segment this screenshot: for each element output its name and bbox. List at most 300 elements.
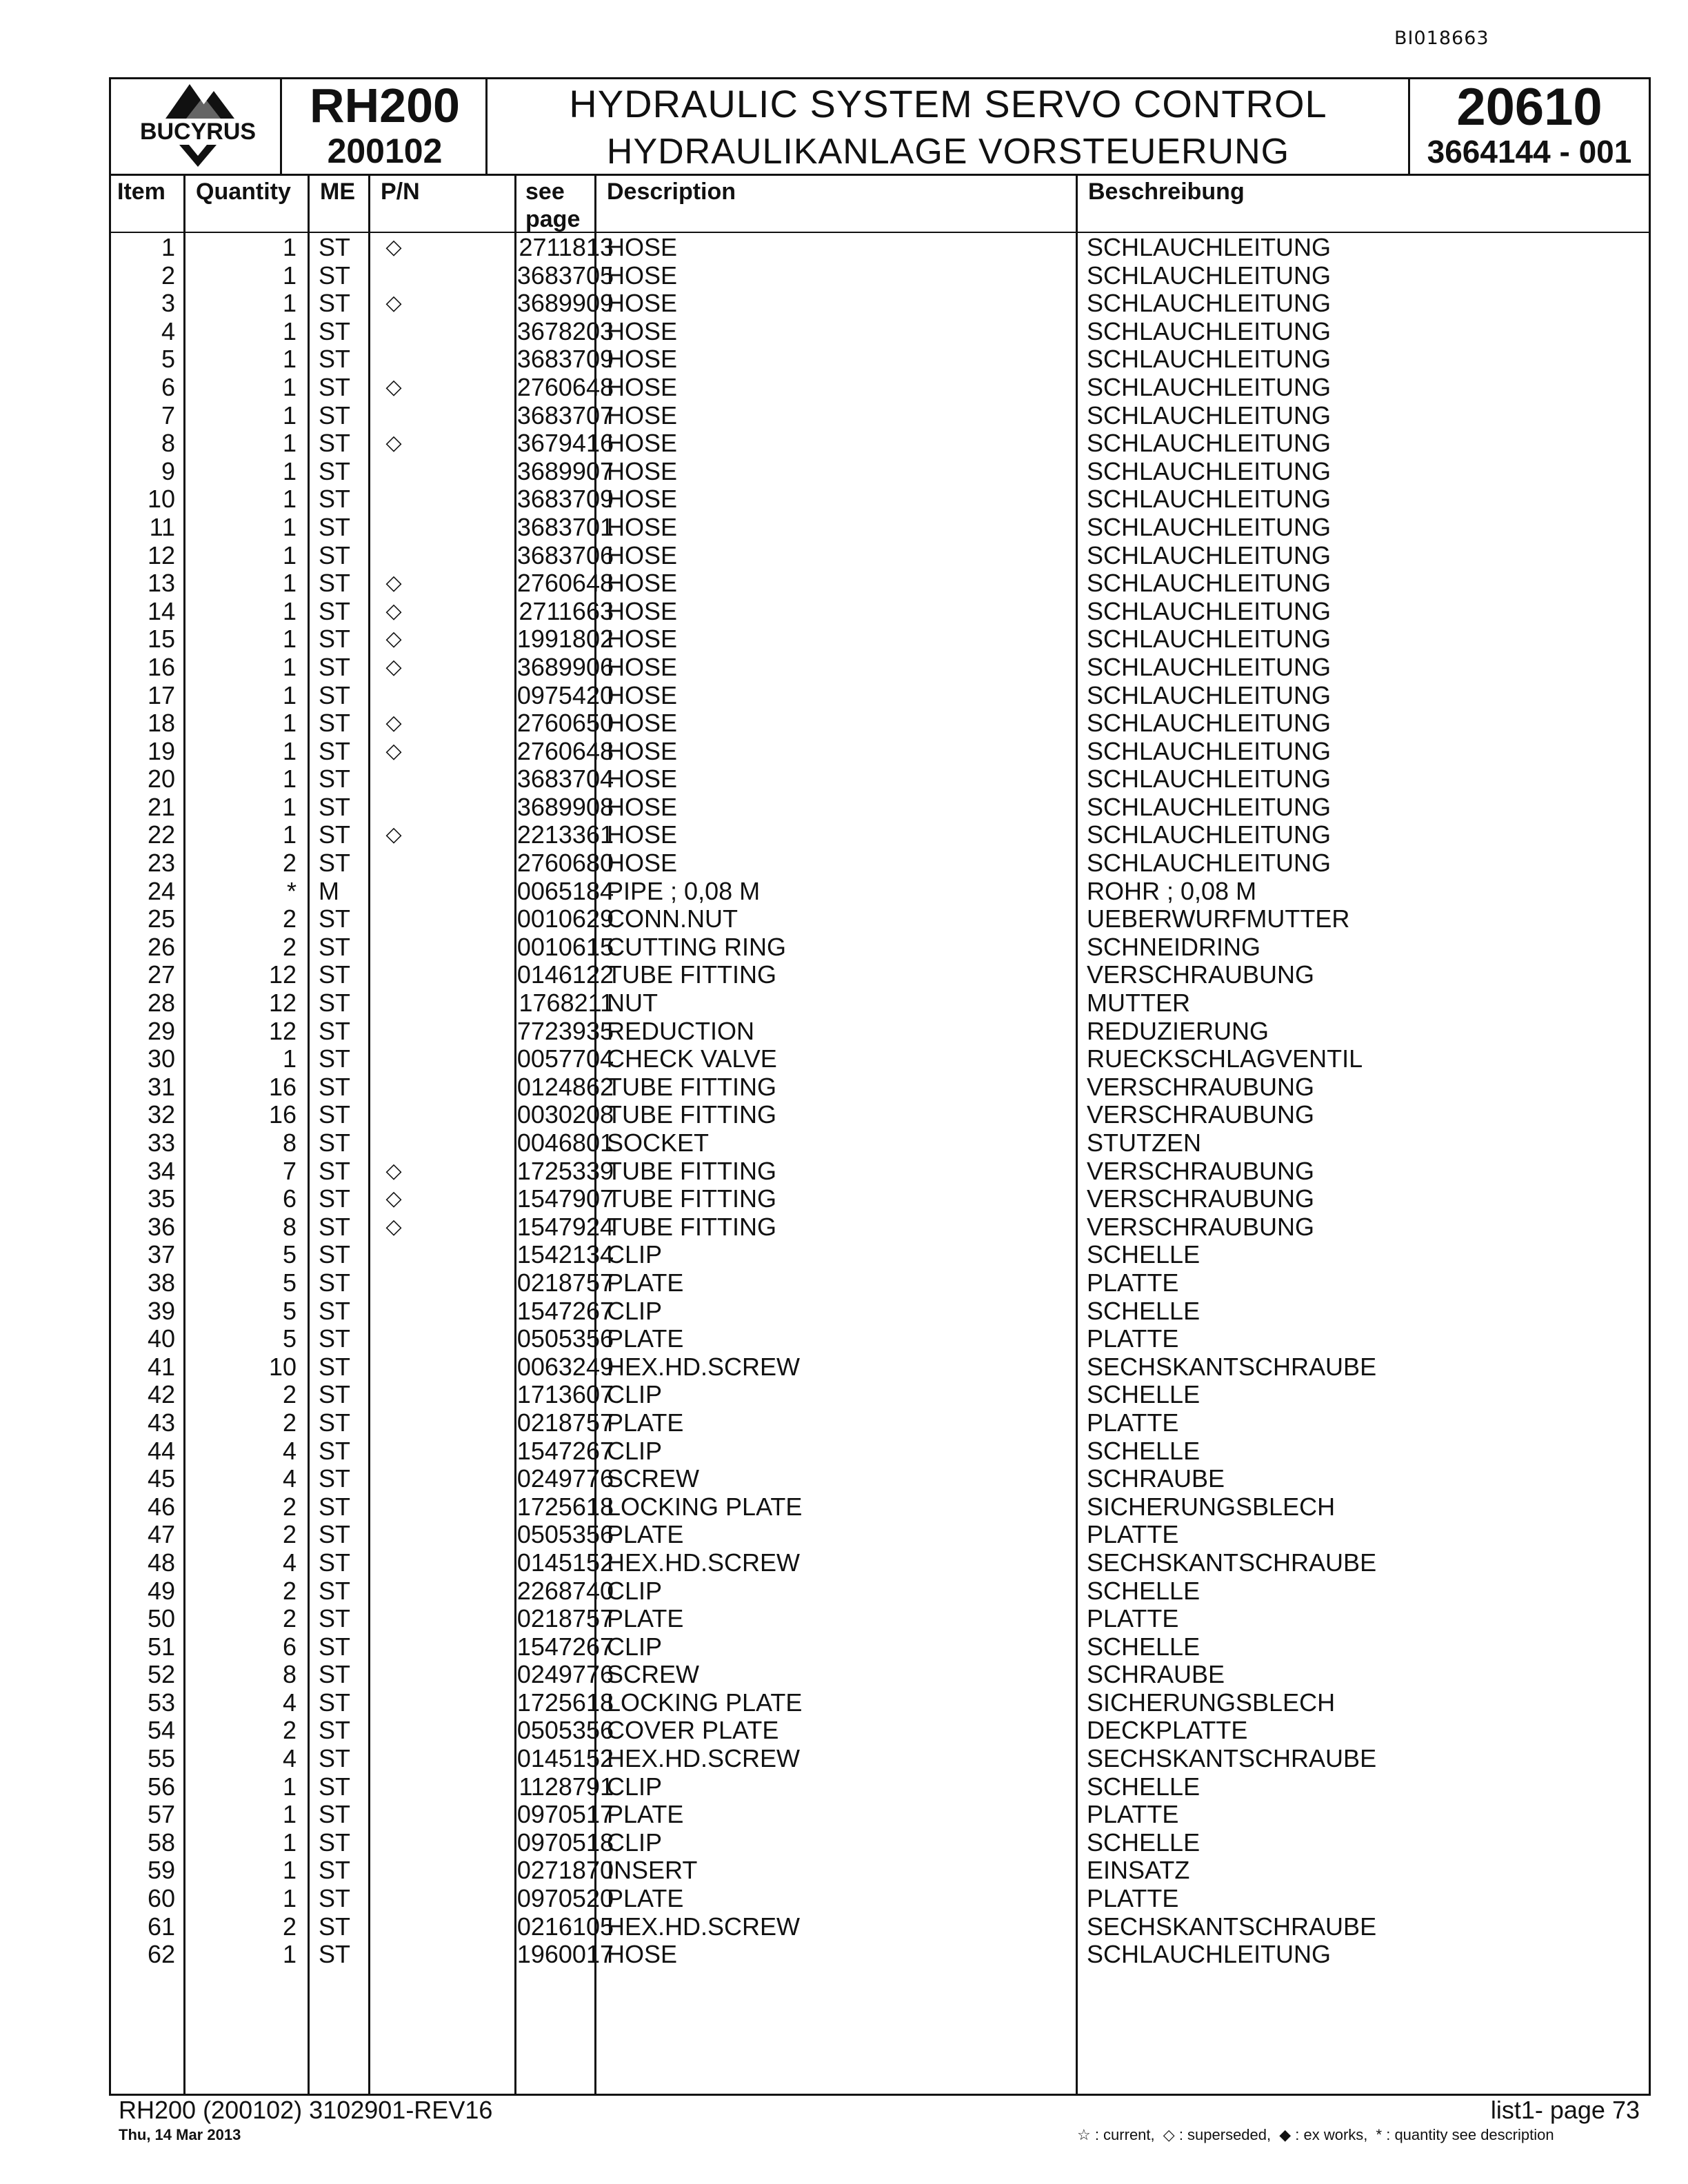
unit: ST: [319, 316, 351, 345]
table-row: [110, 1745, 1649, 1773]
description-en: HOSE: [607, 456, 678, 485]
table-row: [110, 961, 1649, 989]
part-number: 3683706: [516, 540, 614, 569]
description-en: HOSE: [607, 485, 678, 514]
unit: ST: [319, 1464, 351, 1493]
description-en: SCREW: [607, 1660, 699, 1689]
description-de: REDUZIERUNG: [1087, 1016, 1269, 1045]
table-row: [110, 1353, 1649, 1382]
part-number: 2760650: [516, 709, 614, 738]
supersede-mark: ◇: [385, 292, 402, 315]
part-number: 0063249: [516, 1352, 614, 1381]
supersede-mark: ◇: [385, 572, 402, 595]
part-number: 0505356: [516, 1520, 614, 1549]
item-number: 1: [161, 233, 175, 261]
item-number: 34: [147, 1156, 175, 1185]
description-de: SCHLAUCHLEITUNG: [1087, 261, 1332, 290]
unit: ST: [319, 1380, 351, 1409]
table-row: [110, 1829, 1649, 1857]
unit: ST: [319, 932, 351, 961]
unit: ST: [319, 1156, 351, 1185]
item-number: 6: [161, 372, 175, 401]
part-number: 0146122: [516, 960, 614, 989]
description-de: SCHLAUCHLEITUNG: [1087, 709, 1332, 738]
description-de: SCHLAUCHLEITUNG: [1087, 1940, 1332, 1969]
unit: ST: [319, 1296, 351, 1325]
part-number: 2760648: [516, 569, 614, 598]
item-number: 8: [161, 429, 175, 458]
item-number: 44: [147, 1436, 175, 1465]
part-number: 3689907: [516, 456, 614, 485]
table-row: [110, 793, 1649, 822]
table-row: [110, 1885, 1649, 1913]
quantity: 1: [282, 820, 297, 849]
quantity: 1: [282, 261, 297, 290]
item-number: 30: [147, 1044, 175, 1073]
supersede-mark: ◇: [385, 627, 402, 651]
description-en: CHECK VALVE: [607, 1044, 777, 1073]
item-number: 32: [147, 1100, 175, 1129]
description-de: SCHLAUCHLEITUNG: [1087, 345, 1332, 374]
description-de: SCHLAUCHLEITUNG: [1087, 429, 1332, 458]
description-en: CLIP: [607, 1296, 663, 1325]
quantity: 1: [282, 709, 297, 738]
description-de: SICHERUNGSBLECH: [1087, 1688, 1336, 1717]
part-number: 1768211: [519, 989, 614, 1018]
legend-ex-works: ◆ : ex works,: [1279, 2126, 1368, 2143]
table-row: [110, 262, 1649, 290]
description-de: SCHRAUBE: [1087, 1660, 1225, 1689]
quantity: 1: [282, 1800, 297, 1829]
table-row: [110, 1185, 1649, 1213]
description-en: CLIP: [607, 1632, 663, 1661]
table-row: [110, 1101, 1649, 1129]
table-row: [110, 1213, 1649, 1242]
description-en: SCREW: [607, 1464, 699, 1493]
unit: ST: [319, 960, 351, 989]
symbol-legend: [1077, 2126, 1649, 2144]
description-de: PLATTE: [1087, 1604, 1179, 1633]
quantity: 4: [282, 1464, 297, 1493]
quantity: 1: [282, 233, 297, 261]
unit: ST: [319, 1940, 351, 1969]
item-number: 33: [147, 1129, 175, 1157]
part-number: 0249776: [516, 1464, 614, 1493]
item-number: 5: [161, 345, 175, 374]
item-number: 27: [147, 960, 175, 989]
quantity: 8: [282, 1212, 297, 1241]
quantity: 1: [282, 1044, 297, 1073]
item-number: 2: [161, 261, 175, 290]
quantity: 1: [282, 401, 297, 429]
item-number: 17: [147, 680, 175, 709]
part-number: 2760648: [516, 736, 614, 765]
description-de: SCHLAUCHLEITUNG: [1087, 401, 1332, 429]
description-en: CLIP: [607, 1436, 663, 1465]
description-de: SCHELLE: [1087, 1240, 1200, 1269]
unit: ST: [319, 1520, 351, 1549]
description-en: PLATE: [607, 1324, 684, 1353]
description-de: MUTTER: [1087, 989, 1190, 1018]
quantity: 1: [282, 1884, 297, 1913]
table-row: [110, 1018, 1649, 1046]
quantity: 10: [268, 1352, 297, 1381]
unit: ST: [319, 485, 351, 514]
part-number: 1725618: [516, 1688, 614, 1717]
description-de: SCHLAUCHLEITUNG: [1087, 512, 1332, 541]
unit: ST: [319, 401, 351, 429]
item-number: 52: [147, 1660, 175, 1689]
table-row: [110, 1857, 1649, 1885]
col-header-description: Description: [607, 179, 736, 205]
part-number: 2711813: [519, 233, 614, 261]
table-row: [110, 1549, 1649, 1577]
description-de: SECHSKANTSCHRAUBE: [1087, 1352, 1377, 1381]
item-number: 11: [149, 512, 175, 541]
description-en: HOSE: [607, 652, 678, 681]
table-row: [110, 1661, 1649, 1689]
table-row: [110, 765, 1649, 793]
part-number: 1960017: [516, 1940, 614, 1969]
description-en: CLIP: [607, 1828, 663, 1857]
item-number: 3: [161, 289, 175, 318]
item-number: 15: [147, 625, 175, 654]
part-number: 0271870: [516, 1856, 614, 1885]
quantity: 1: [282, 652, 297, 681]
description-de: SCHELLE: [1087, 1436, 1200, 1465]
quantity: 1: [282, 569, 297, 598]
table-row: [110, 682, 1649, 710]
group-number: 20610: [1456, 78, 1602, 136]
quantity: 4: [282, 1744, 297, 1773]
parts-table-body: [110, 234, 1649, 1969]
item-number: 18: [147, 709, 175, 738]
description-de: VERSCHRAUBUNG: [1087, 1156, 1315, 1185]
unit: ST: [319, 765, 351, 793]
unit: ST: [319, 1212, 351, 1241]
unit: ST: [319, 1324, 351, 1353]
part-number: 3689909: [516, 289, 614, 318]
quantity: 2: [282, 1380, 297, 1409]
unit: ST: [319, 1408, 351, 1437]
table-row: [110, 1801, 1649, 1829]
item-number: 49: [147, 1576, 175, 1605]
supersede-mark: ◇: [385, 236, 402, 259]
item-number: 50: [147, 1604, 175, 1633]
part-number: 0216105: [516, 1912, 614, 1941]
description-de: SCHLAUCHLEITUNG: [1087, 316, 1332, 345]
item-number: 47: [147, 1520, 175, 1549]
table-row: [110, 1381, 1649, 1409]
quantity: 4: [282, 1548, 297, 1577]
quantity: 2: [282, 904, 297, 933]
supersede-mark: ◇: [385, 1159, 402, 1182]
part-number: 1725618: [516, 1492, 614, 1521]
unit: ST: [319, 1632, 351, 1661]
description-de: UEBERWURFMUTTER: [1087, 904, 1350, 933]
header-bottom-rule: [109, 174, 1651, 176]
description-de: SICHERUNGSBLECH: [1087, 1492, 1336, 1521]
description-de: SCHELLE: [1087, 1576, 1200, 1605]
item-number: 36: [147, 1212, 175, 1241]
quantity: *: [286, 876, 297, 905]
quantity: 12: [268, 960, 297, 989]
table-row: [110, 625, 1649, 654]
item-number: 28: [147, 989, 175, 1018]
description-de: SCHELLE: [1087, 1828, 1200, 1857]
table-row: [110, 709, 1649, 738]
item-number: 45: [147, 1464, 175, 1493]
supersede-mark: ◇: [385, 375, 402, 398]
description-en: HOSE: [607, 849, 678, 878]
item-number: 60: [147, 1884, 175, 1913]
quantity: 12: [268, 989, 297, 1018]
quantity: 2: [282, 1492, 297, 1521]
table-row: [110, 1157, 1649, 1186]
item-number: 16: [147, 652, 175, 681]
supersede-mark: ◇: [385, 823, 402, 847]
header-divider: [280, 77, 282, 175]
part-number: 0010615: [516, 932, 614, 961]
quantity: 1: [282, 456, 297, 485]
quantity: 1: [282, 792, 297, 821]
part-number: 3679416: [516, 429, 614, 458]
unit: ST: [319, 1240, 351, 1269]
table-row: [110, 738, 1649, 766]
table-row: [110, 849, 1649, 878]
part-number: 1725339: [516, 1156, 614, 1185]
description-de: SCHLAUCHLEITUNG: [1087, 792, 1332, 821]
table-row: [110, 989, 1649, 1018]
unit: ST: [319, 1716, 351, 1745]
description-en: NUT: [607, 989, 658, 1018]
description-en: TUBE FITTING: [607, 1156, 776, 1185]
part-number: 0046801: [516, 1129, 614, 1157]
col-header-quantity: Quantity: [196, 179, 291, 205]
quantity: 2: [282, 1716, 297, 1745]
description-en: HEX.HD.SCREW: [607, 1744, 801, 1773]
part-number: 0505356: [516, 1716, 614, 1745]
description-en: HOSE: [607, 820, 678, 849]
unit: ST: [319, 429, 351, 458]
table-row: [110, 821, 1649, 849]
table-row: [110, 1045, 1649, 1073]
description-en: HEX.HD.SCREW: [607, 1912, 801, 1941]
description-de: SCHLAUCHLEITUNG: [1087, 736, 1332, 765]
part-number: 3683705: [516, 261, 614, 290]
supersede-mark: ◇: [385, 432, 402, 455]
part-number: 1547907: [516, 1184, 614, 1213]
item-number: 62: [147, 1940, 175, 1969]
unit: ST: [319, 1129, 351, 1157]
item-number: 46: [147, 1492, 175, 1521]
part-number: 3683707: [516, 401, 614, 429]
item-number: 35: [147, 1184, 175, 1213]
quantity: 4: [282, 1688, 297, 1717]
table-row: [110, 1521, 1649, 1549]
description-en: TUBE FITTING: [607, 1100, 776, 1129]
description-de: SCHLAUCHLEITUNG: [1087, 765, 1332, 793]
unit: ST: [319, 1492, 351, 1521]
item-number: 58: [147, 1828, 175, 1857]
quantity: 1: [282, 316, 297, 345]
part-number: 0249776: [516, 1660, 614, 1689]
description-en: HOSE: [607, 512, 678, 541]
description-de: SCHLAUCHLEITUNG: [1087, 625, 1332, 654]
description-de: SCHLAUCHLEITUNG: [1087, 540, 1332, 569]
unit: ST: [319, 1800, 351, 1829]
unit: ST: [319, 596, 351, 625]
description-en: REDUCTION: [607, 1016, 754, 1045]
description-en: HOSE: [607, 792, 678, 821]
item-number: 54: [147, 1716, 175, 1745]
part-number: 0145152: [516, 1744, 614, 1773]
table-row: [110, 1073, 1649, 1102]
item-number: 13: [147, 569, 175, 598]
quantity: 4: [282, 1436, 297, 1465]
table-row: [110, 1241, 1649, 1269]
description-en: HOSE: [607, 289, 678, 318]
quantity: 2: [282, 1604, 297, 1633]
table-row: [110, 1493, 1649, 1521]
supersede-mark: ◇: [385, 1215, 402, 1238]
part-number: 3683701: [516, 512, 614, 541]
part-number: 0218757: [516, 1604, 614, 1633]
description-en: PLATE: [607, 1604, 684, 1633]
description-de: SCHLAUCHLEITUNG: [1087, 569, 1332, 598]
unit: ST: [319, 1576, 351, 1605]
description-en: CLIP: [607, 1576, 663, 1605]
legend-current: ☆ : current,: [1077, 2126, 1155, 2143]
description-de: PLATTE: [1087, 1324, 1179, 1353]
quantity: 8: [282, 1129, 297, 1157]
item-number: 21: [147, 792, 175, 821]
brand-wordmark: BUCYRUS: [139, 119, 257, 145]
item-number: 48: [147, 1548, 175, 1577]
quantity: 1: [282, 596, 297, 625]
page-title-de: HYDRAULIKANLAGE VORSTEUERUNG: [606, 132, 1290, 172]
table-row: [110, 1325, 1649, 1353]
part-number: 2711663: [519, 596, 614, 625]
item-number: 38: [147, 1268, 175, 1297]
description-en: HOSE: [607, 680, 678, 709]
unit: ST: [319, 1072, 351, 1101]
unit: ST: [319, 1044, 351, 1073]
item-number: 4: [161, 316, 175, 345]
description-en: LOCKING PLATE: [607, 1688, 803, 1717]
unit: ST: [319, 1912, 351, 1941]
unit: ST: [319, 1744, 351, 1773]
table-row: [110, 569, 1649, 598]
quantity: 1: [282, 736, 297, 765]
quantity: 2: [282, 849, 297, 878]
quantity: 1: [282, 512, 297, 541]
table-row: [110, 1437, 1649, 1466]
part-number: 0975420: [516, 680, 614, 709]
part-number: 2760648: [516, 372, 614, 401]
quantity: 1: [282, 429, 297, 458]
quantity: 1: [282, 625, 297, 654]
description-en: PLATE: [607, 1268, 684, 1297]
description-en: HOSE: [607, 625, 678, 654]
unit: ST: [319, 512, 351, 541]
quantity: 2: [282, 1408, 297, 1437]
unit: ST: [319, 1184, 351, 1213]
table-row: [110, 1773, 1649, 1801]
item-number: 53: [147, 1688, 175, 1717]
unit: ST: [319, 289, 351, 318]
table-row: [110, 402, 1649, 430]
part-number: 7723935: [516, 1016, 614, 1045]
footer-document-code: RH200 (200102) 3102901-REV16: [119, 2096, 493, 2124]
description-de: SECHSKANTSCHRAUBE: [1087, 1912, 1377, 1941]
unit: ST: [319, 1268, 351, 1297]
description-de: SCHELLE: [1087, 1380, 1200, 1409]
item-number: 26: [147, 932, 175, 961]
unit: ST: [319, 1016, 351, 1045]
part-number: 1128791: [519, 1772, 614, 1801]
unit: M: [319, 876, 339, 905]
unit: ST: [319, 849, 351, 878]
col-header-beschreibung: Beschreibung: [1088, 179, 1245, 205]
description-en: PIPE ; 0,08 M: [607, 876, 761, 905]
quantity: 1: [282, 1772, 297, 1801]
table-row: [110, 1577, 1649, 1606]
quantity: 8: [282, 1660, 297, 1689]
unit: ST: [319, 1856, 351, 1885]
description-en: CLIP: [607, 1380, 663, 1409]
description-de: PLATTE: [1087, 1520, 1179, 1549]
quantity: 2: [282, 1576, 297, 1605]
table-row: [110, 1129, 1649, 1157]
table-row: [110, 318, 1649, 346]
part-number: 0970517: [516, 1800, 614, 1829]
part-number: 0065184: [516, 876, 614, 905]
description-de: PLATTE: [1087, 1884, 1179, 1913]
table-row: [110, 1689, 1649, 1717]
description-de: SCHELLE: [1087, 1772, 1200, 1801]
description-de: SCHELLE: [1087, 1632, 1200, 1661]
table-row: [110, 654, 1649, 682]
item-number: 59: [147, 1856, 175, 1885]
item-number: 31: [147, 1072, 175, 1101]
table-row: [110, 1409, 1649, 1437]
unit: ST: [319, 569, 351, 598]
quantity: 12: [268, 1016, 297, 1045]
quantity: 1: [282, 765, 297, 793]
quantity: 5: [282, 1268, 297, 1297]
item-number: 39: [147, 1296, 175, 1325]
description-en: HOSE: [607, 345, 678, 374]
table-row: [110, 1465, 1649, 1493]
description-en: TUBE FITTING: [607, 1072, 776, 1101]
quantity: 1: [282, 1940, 297, 1969]
part-number: 1713607: [516, 1380, 614, 1409]
quantity: 1: [282, 289, 297, 318]
table-row: [110, 458, 1649, 486]
description-de: RUECKSCHLAGVENTIL: [1087, 1044, 1363, 1073]
description-de: SCHLAUCHLEITUNG: [1087, 456, 1332, 485]
item-number: 12: [147, 540, 175, 569]
table-row: [110, 598, 1649, 626]
description-en: PLATE: [607, 1520, 684, 1549]
unit: ST: [319, 1604, 351, 1633]
description-en: HEX.HD.SCREW: [607, 1352, 801, 1381]
description-de: ROHR ; 0,08 M: [1087, 876, 1257, 905]
description-en: HOSE: [607, 316, 678, 345]
part-number: 3689906: [516, 652, 614, 681]
table-row: [110, 514, 1649, 542]
